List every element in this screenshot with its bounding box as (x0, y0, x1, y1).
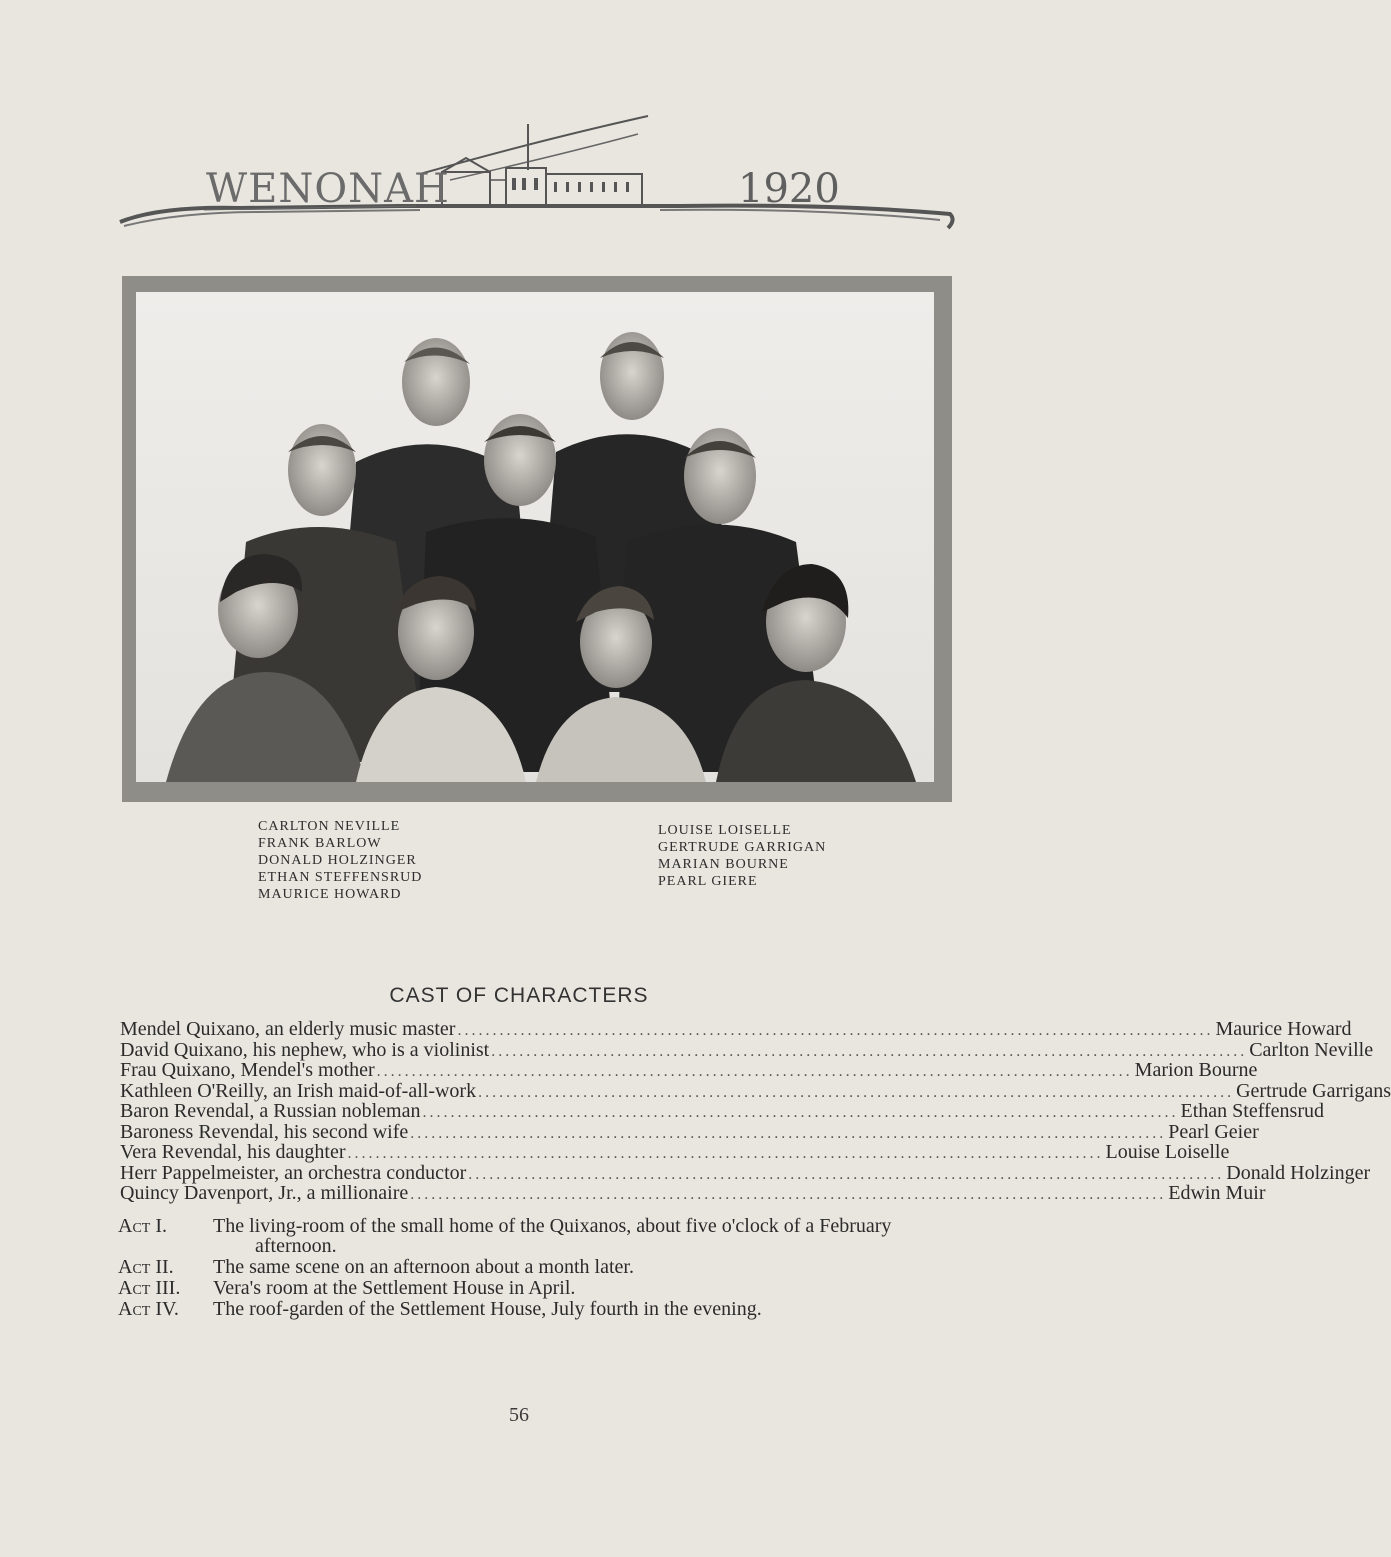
cast-actor: Pearl Geier (1168, 1120, 1259, 1143)
cast-role: Quincy Davenport, Jr., a millionaire (120, 1182, 409, 1204)
name-entry: DONALD HOLZINGER (258, 853, 417, 868)
act-entry (118, 1216, 946, 1256)
leader-dots: ............................................................................................................ (376, 1063, 1133, 1080)
name-entry: ETHAN STEFFENSRUD (258, 870, 423, 885)
act-description: The living-room of the small home of the Quixanos, about five o'clock of a February afternoon. (213, 1215, 892, 1257)
cast-row (120, 1161, 1371, 1185)
act-label: Act III. (118, 1277, 181, 1299)
cast-role: Kathleen O'Reilly, an Irish maid-of-all-work (120, 1079, 477, 1102)
cast-actor: Donald Holzinger (1226, 1161, 1371, 1184)
cast-row (120, 1141, 1230, 1164)
cast-actor: Louise Loiselle (1105, 1141, 1230, 1163)
cast-role: Frau Quixano, Mendel's mother (120, 1059, 375, 1081)
cast-row (120, 1018, 1352, 1041)
act-entry (118, 1257, 946, 1277)
cast-row (120, 1059, 1258, 1082)
act-label: Act I. (118, 1215, 167, 1237)
cast-role: Baron Revendal, a Russian nobleman (120, 1100, 421, 1122)
cast-actor: Ethan Steffensrud (1180, 1100, 1324, 1122)
names-left-column (258, 818, 422, 903)
names-right-column (658, 822, 826, 890)
act-label: Act II. (118, 1256, 174, 1278)
cast-actor: Maurice Howard (1215, 1018, 1352, 1040)
name-entry: CARLTON NEVILLE (258, 819, 401, 834)
leader-dots: ............................................................................................................ (478, 1083, 1235, 1101)
header-year: 1920 (738, 166, 840, 212)
act-description: The same scene on an afternoon about a month later. (213, 1256, 634, 1278)
act-entry (118, 1299, 946, 1319)
leader-dots: ............................................................................................................ (468, 1165, 1225, 1183)
cast-row (120, 1120, 1259, 1144)
cast-role: Baroness Revendal, his second wife (120, 1120, 409, 1143)
cast-role: Herr Pappelmeister, an orchestra conductor (120, 1161, 467, 1184)
cast-row (120, 1079, 1391, 1103)
name-entry: FRANK BARLOW (258, 836, 382, 851)
cast-actor: Marion Bourne (1134, 1059, 1258, 1081)
photo-frame (122, 276, 952, 802)
cast-list (120, 1018, 1391, 1205)
name-entry: LOUISE LOISELLE (658, 823, 792, 838)
leader-dots: ............................................................................................................ (410, 1124, 1167, 1142)
cast-row (120, 1038, 1374, 1062)
cast-role: Mendel Quixano, an elderly music master (120, 1018, 456, 1040)
leader-dots: ............................................................................................................ (457, 1022, 1214, 1039)
cast-actor: Gertrude Garrigans (1236, 1079, 1391, 1102)
cast-actor: Carlton Neville (1249, 1038, 1374, 1061)
page-number: 56 (509, 1404, 529, 1426)
act-entry (118, 1278, 946, 1298)
act-label: Act IV. (118, 1298, 179, 1320)
leader-dots: ............................................................................................................ (422, 1104, 1179, 1121)
cast-row (120, 1182, 1266, 1205)
name-entry: PEARL GIERE (658, 874, 758, 889)
name-entry: GERTRUDE GARRIGAN (658, 840, 827, 855)
cast-actor: Edwin Muir (1168, 1182, 1266, 1204)
leader-dots: ............................................................................................................ (347, 1145, 1104, 1162)
leader-dots: ............................................................................................................ (410, 1186, 1167, 1203)
cast-role: Vera Revendal, his daughter (120, 1141, 346, 1163)
leader-dots: ............................................................................................................ (491, 1042, 1248, 1060)
header-title: WENONAH (206, 166, 450, 212)
cast-title: CAST OF CHARACTERS (389, 984, 649, 1007)
act-description: Vera's room at the Settlement House in April. (213, 1277, 576, 1299)
yearbook-header (120, 110, 960, 240)
name-entry: MARIAN BOURNE (658, 857, 789, 872)
group-portrait-photo (136, 292, 934, 782)
acts-list (118, 1216, 946, 1320)
name-entry: MAURICE HOWARD (258, 887, 402, 902)
cast-role: David Quixano, his nephew, who is a violinist (120, 1038, 490, 1061)
cast-row (120, 1100, 1324, 1123)
group-portrait-icon (136, 292, 934, 782)
act-description: The roof-garden of the Settlement House, July fourth in the evening. (213, 1298, 762, 1320)
